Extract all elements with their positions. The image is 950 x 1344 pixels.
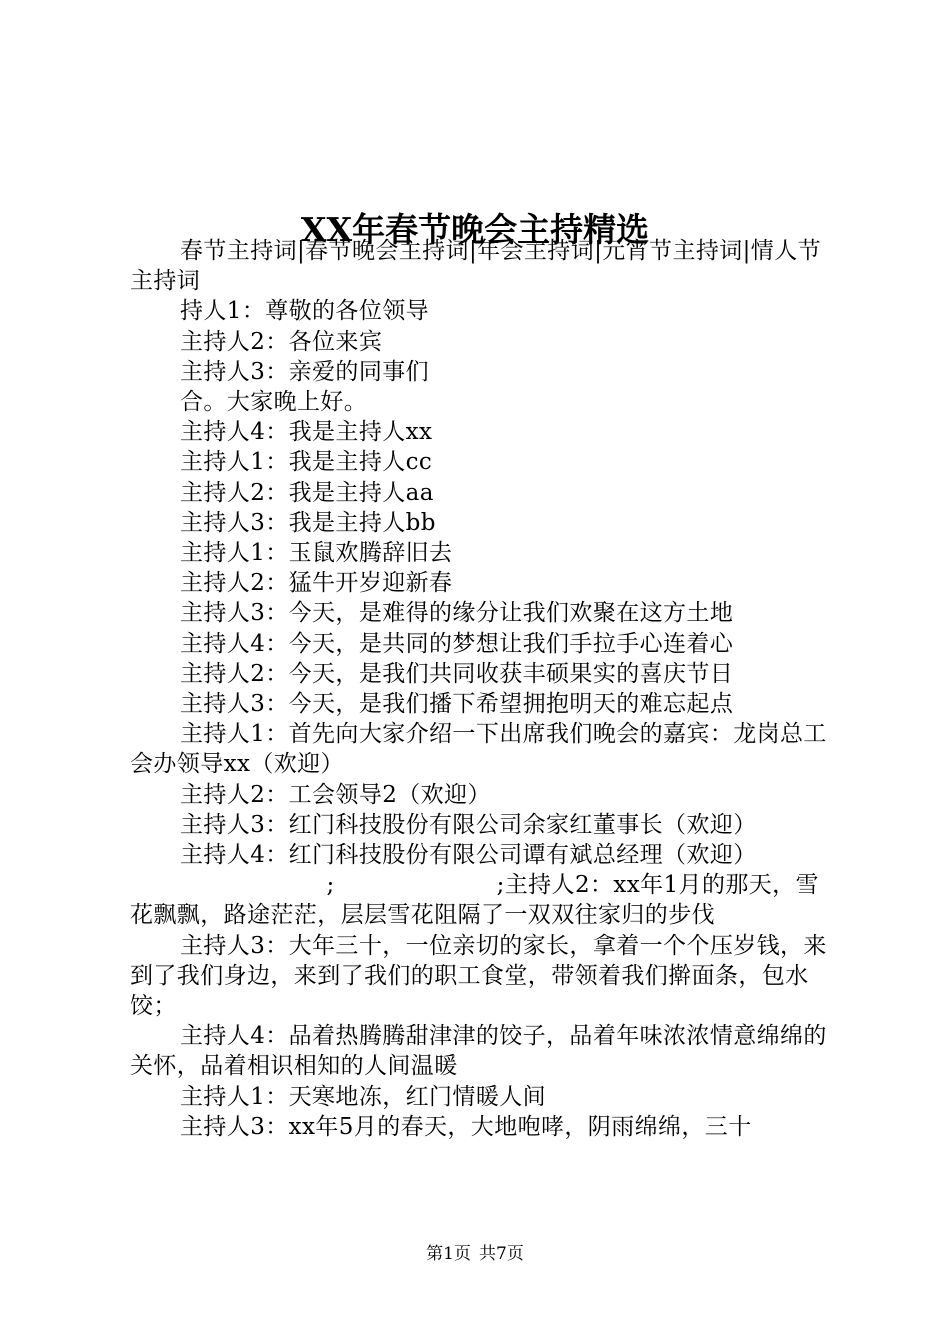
paragraph: ; ;主持人2：xx年1月的那天，雪花飘飘，路途茫茫，层层雪花阻隔了一双双往家归的步伐 bbox=[130, 872, 819, 929]
page-number: 第1页 bbox=[426, 1244, 471, 1264]
paragraph: 主持人3：红门科技股份有限公司余家红董事长（欢迎） bbox=[180, 811, 757, 838]
page-footer bbox=[0, 1242, 950, 1266]
paragraph: 主持人3：大年三十，一位亲切的家长，拿着一个个压岁钱，来到了我们身边，来到了我们的职工食堂，带领着我们擀面条，包水饺； bbox=[130, 932, 827, 1020]
paragraph: 主持人3：今天，是我们播下希望拥抱明天的难忘起点 bbox=[180, 691, 734, 718]
document-body bbox=[130, 236, 830, 1142]
paragraph: 主持人2：工会领导2（欢迎） bbox=[180, 781, 491, 808]
paragraph: 主持人3：xx年5月的春天，大地咆哮，阴雨绵绵，三十 bbox=[180, 1113, 752, 1140]
paragraph: 主持人2：各位来宾 bbox=[180, 328, 383, 355]
paragraph: 主持人1：玉鼠欢腾辞旧去 bbox=[180, 540, 453, 567]
paragraph: 主持人2：我是主持人aa bbox=[180, 479, 434, 506]
paragraph: 主持人1：我是主持人cc bbox=[180, 449, 433, 476]
paragraph: 合。大家晚上好。 bbox=[180, 389, 368, 416]
paragraph: 主持人2：今天，是我们共同收获丰硕果实的喜庆节日 bbox=[180, 660, 734, 687]
paragraph: 主持人4：红门科技股份有限公司谭有斌总经理（欢迎） bbox=[180, 842, 757, 869]
paragraph: 主持人4：品着热腾腾甜津津的饺子，品着年味浓浓情意绵绵的关怀，品着相识相知的人间温暖 bbox=[130, 1023, 827, 1080]
paragraph: 主持人3：亲爱的同事们 bbox=[180, 358, 430, 385]
paragraph-keywords: 春节主持词|春节晚会主持词|年会主持词|元宵节主持词|情人节主持词 bbox=[130, 238, 821, 295]
paragraph: 主持人3：今天，是难得的缘分让我们欢聚在这方土地 bbox=[180, 600, 734, 627]
paragraph: 主持人1：天寒地冻，红门情暖人间 bbox=[180, 1083, 547, 1110]
paragraph: 主持人1：首先向大家介绍一下出席我们晚会的嘉宾：龙岗总工会办领导xx（欢迎） bbox=[130, 721, 827, 778]
page-total: 共7页 bbox=[479, 1244, 524, 1264]
paragraph: 主持人4：今天，是共同的梦想让我们手拉手心连着心 bbox=[180, 630, 734, 657]
paragraph: 主持人2：猛牛开岁迎新春 bbox=[180, 570, 453, 597]
paragraph: 持人1：尊敬的各位领导 bbox=[180, 298, 430, 325]
paragraph: 主持人3：我是主持人bb bbox=[180, 509, 436, 536]
paragraph: 主持人4：我是主持人xx bbox=[180, 419, 433, 446]
document-title: XX年春节晚会主持精选 bbox=[300, 210, 650, 250]
